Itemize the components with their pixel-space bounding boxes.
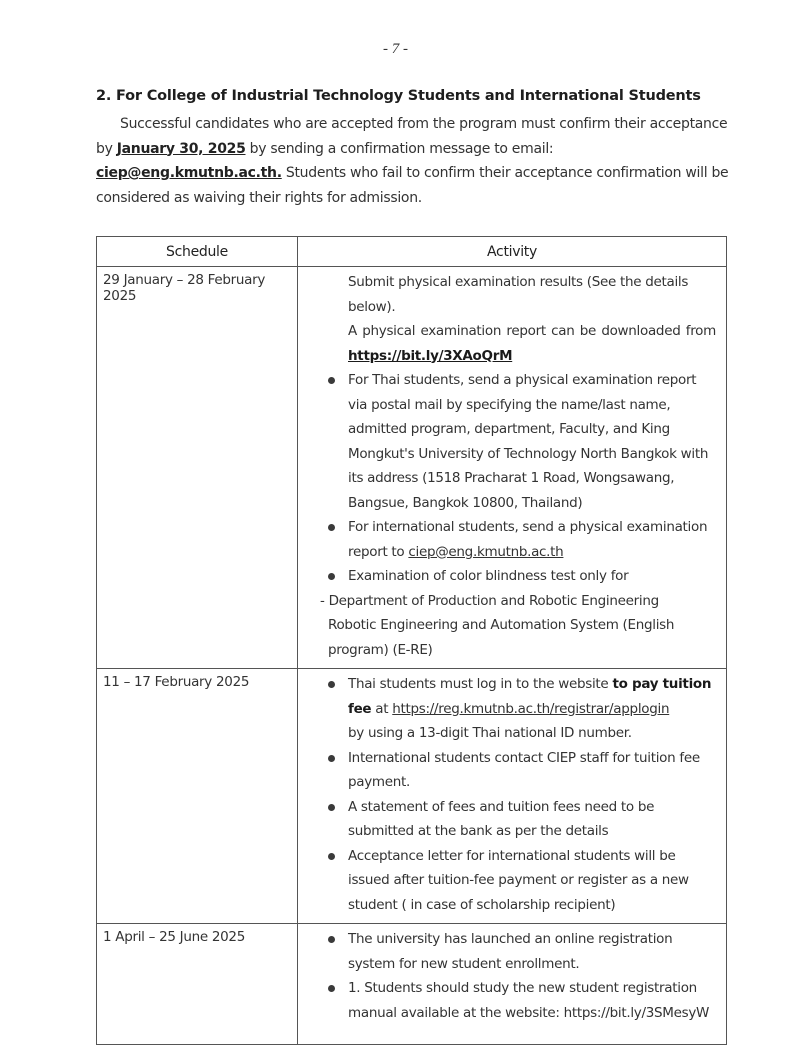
deadline-date: January 30, 2025 xyxy=(116,140,246,157)
table-row xyxy=(97,267,727,669)
bullet-text-bold: to pay tuition fee xyxy=(348,676,712,717)
intro-text: Successful candidates who are accepted from the program must confirm their acceptance by xyxy=(96,116,728,157)
list-item xyxy=(328,368,716,515)
bullet-list xyxy=(328,368,716,589)
bullet-list xyxy=(328,672,716,917)
list-item xyxy=(328,746,716,795)
bullet-icon xyxy=(328,804,335,811)
email-link[interactable]: ciep@eng.kmutnb.ac.th xyxy=(408,543,564,560)
bullet-text: For international students, send a physical examination report to xyxy=(348,519,708,560)
bullet-icon xyxy=(328,985,335,992)
registrar-link[interactable]: https://reg.kmutnb.ac.th/registrar/applogin xyxy=(392,700,670,717)
list-item xyxy=(328,672,716,746)
activity-text: Submit physical examination results (See the details below). xyxy=(348,274,689,315)
bullet-icon xyxy=(328,524,335,531)
intro-text: by sending a confirmation message to email: xyxy=(245,140,554,157)
header-schedule: Schedule xyxy=(97,237,298,267)
table-row xyxy=(97,924,727,1045)
bullet-icon xyxy=(328,681,335,688)
bullet-text: The university has launched an online registration system for new student enrollment. xyxy=(348,931,673,972)
bullet-text: Examination of color blindness test only for xyxy=(348,568,629,584)
bullet-list xyxy=(328,927,716,1025)
header-activity: Activity xyxy=(298,237,727,267)
bullet-text: 1. Students should study the new student registration manual available at the website: https://bit.ly/3SMesyW xyxy=(348,980,710,1021)
schedule-cell: 11 – 17 February 2025 xyxy=(97,669,298,924)
section-title: 2. For College of Industrial Technology Students and International Students xyxy=(96,88,701,104)
list-item xyxy=(328,927,716,976)
email-link[interactable]: ciep@eng.kmutnb.ac.th. xyxy=(96,165,282,181)
bullet-text: Thai students must log in to the website xyxy=(348,676,613,692)
bullet-text: A statement of fees and tuition fees need to be submitted at the bank as per the details xyxy=(348,798,655,839)
intro-paragraph xyxy=(96,112,736,210)
table-row xyxy=(97,669,727,924)
activity-text: A physical examination report can be downloaded from xyxy=(348,323,716,339)
schedule-cell: 29 January – 28 February 2025 xyxy=(97,267,298,669)
list-item xyxy=(328,976,716,1025)
bullet-icon xyxy=(328,755,335,762)
bullet-icon xyxy=(328,853,335,860)
schedule-table xyxy=(96,236,727,1045)
schedule-cell: 1 April – 25 June 2025 xyxy=(97,924,298,1045)
bullet-text: For Thai students, send a physical examination report via postal mail by specifying the name/last name, admitted program, department, Faculty, and King Mongkut's University of Technology North Bangkok with its address (1518 Pracharat 1 Road, Wongsawang, Bangsue, Bangkok 10800, Thailand) xyxy=(348,372,709,511)
activity-cell xyxy=(298,669,727,924)
bullet-text: Acceptance letter for international students will be issued after tuition-fee payment or register as a new student ( in case of scholarship recipient) xyxy=(348,847,689,913)
bullet-icon xyxy=(328,377,335,384)
download-link[interactable]: https://bit.ly/3XAoQrM xyxy=(348,347,513,364)
intro-text: Students who fail to confirm their acceptance confirmation will be considered as waiving their rights for admission. xyxy=(96,165,729,206)
activity-cell xyxy=(298,267,727,669)
bullet-text: International students contact CIEP staff for tuition fee payment. xyxy=(348,749,700,790)
bullet-icon xyxy=(328,573,335,580)
department-line: - Department of Production and Robotic Engineering xyxy=(320,592,659,609)
program-line: Robotic Engineering and Automation System (English program) (E-RE) xyxy=(328,617,675,658)
list-item xyxy=(328,844,716,918)
activity-cell xyxy=(298,924,727,1045)
bullet-text: by using a 13-digit Thai national ID number. xyxy=(348,725,632,741)
bullet-text: at xyxy=(371,700,393,717)
page-number: - 7 - xyxy=(383,41,408,57)
list-item xyxy=(328,515,716,564)
list-item xyxy=(328,564,716,589)
list-item xyxy=(328,795,716,844)
table-header-row xyxy=(97,237,727,267)
bullet-icon xyxy=(328,936,335,943)
